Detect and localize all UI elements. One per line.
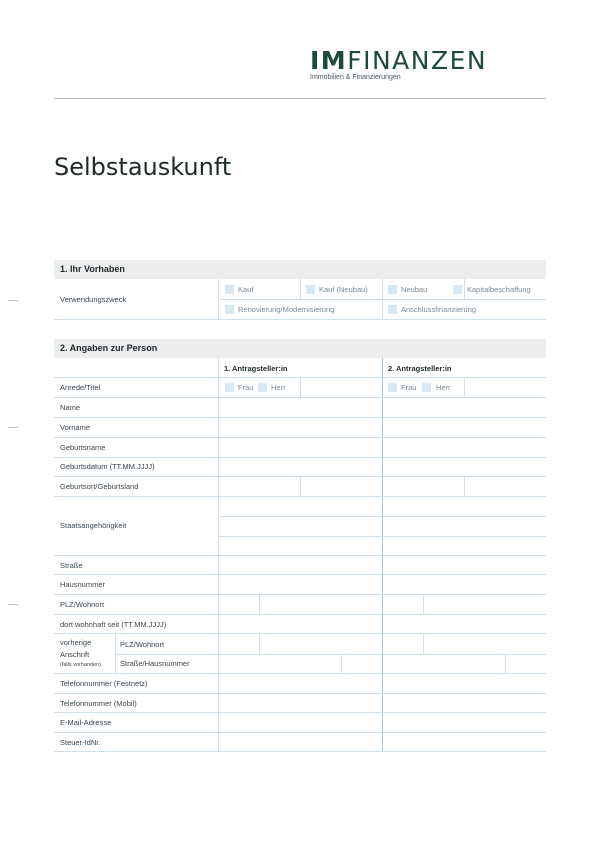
plz-label: PLZ/Wohnort (60, 600, 105, 609)
prev-strasse-label: Straße/Hausnummer (120, 659, 190, 668)
name-label: Name (60, 403, 81, 412)
geburtsort-label: Geburtsort/Geburtsland (60, 482, 139, 491)
kauf-checkbox[interactable] (225, 285, 234, 294)
anschluss-label: Anschlussfinanzierung (401, 305, 477, 314)
steuer-label: Steuer-IdNr. (60, 738, 101, 747)
purpose-divider-3 (382, 279, 383, 320)
frau-label-2: Frau (401, 383, 417, 392)
staatsang-line-1 (218, 516, 546, 517)
steuer-row[interactable] (54, 733, 546, 752)
column-header-row (54, 358, 546, 378)
kauf-neubau-label: Kauf (Neubau) (319, 285, 368, 294)
frau-checkbox-1[interactable] (225, 383, 234, 392)
logo-rest: FINANZEN (347, 46, 488, 75)
anschluss-checkbox[interactable] (388, 305, 397, 314)
kapitalbeschaffung-checkbox[interactable] (453, 285, 462, 294)
logo-bold: IM (310, 46, 348, 75)
prev-strasse-divider-2 (505, 654, 506, 674)
email-label: E-Mail-Adresse (60, 718, 112, 727)
email-row[interactable] (54, 713, 546, 733)
previous-address-label-1: vorherige (60, 638, 92, 647)
strasse-row[interactable] (54, 556, 546, 575)
plz-divider-1 (259, 595, 260, 615)
purpose-divider-4 (464, 279, 465, 299)
geburtsort-divider-1 (300, 477, 301, 497)
title-divider-2 (464, 378, 465, 398)
company-logo (310, 48, 550, 81)
geburtsname-label: Geburtsname (60, 443, 106, 452)
tel-fest-label: Telefonnummer (Festnetz) (60, 679, 148, 688)
vorname-row[interactable] (54, 418, 546, 438)
wohnhaft-seit-label: dort wohnhaft seit (TT.MM.JJJJ) (60, 620, 167, 629)
purpose-divider-2 (300, 279, 301, 299)
hausnummer-row[interactable] (54, 575, 546, 595)
prev-plz-divider-1 (259, 634, 260, 654)
kauf-label: Kauf (238, 285, 254, 294)
prev-plz-label: PLZ/Wohnort (120, 640, 165, 649)
prev-plz-divider-2 (423, 634, 424, 654)
strasse-label: Straße (60, 561, 83, 570)
staatsangehoerigkeit-label: Staatsangehörigkeit (60, 521, 127, 530)
fold-mark-bottom (8, 604, 18, 605)
frau-checkbox-2[interactable] (388, 383, 397, 392)
staatsangehoerigkeit-row[interactable] (54, 497, 546, 556)
kauf-neubau-checkbox[interactable] (306, 285, 315, 294)
purpose-label: Verwendungszweck (60, 295, 127, 304)
previous-address-mid-line (115, 654, 546, 655)
herr-label-2: Herr (436, 383, 451, 392)
herr-checkbox-2[interactable] (422, 383, 431, 392)
plz-divider-2 (423, 595, 424, 615)
staatsang-line-2 (218, 536, 546, 537)
vorname-label: Vorname (60, 423, 91, 432)
frau-label-1: Frau (238, 383, 254, 392)
herr-label-1: Herr (271, 383, 286, 392)
hausnummer-label: Hausnummer (60, 580, 106, 589)
prev-strasse-divider-1 (341, 654, 342, 674)
previous-address-note: (falls vorhanden) (60, 662, 101, 668)
applicant-1-heading: 1. Antragsteller:in (224, 364, 288, 373)
section-2-heading: 2. Angaben zur Person (54, 339, 546, 358)
salutation-label: Anrede/Titel (60, 383, 101, 392)
previous-address-label-2: Anschrift (60, 650, 90, 659)
renovierung-checkbox[interactable] (225, 305, 234, 314)
section-1-heading: 1. Ihr Vorhaben (54, 260, 546, 279)
plz-row[interactable] (54, 595, 546, 615)
fold-mark-middle (8, 427, 18, 428)
logo-tagline: Immobilien & Finanzierungen (310, 74, 401, 81)
herr-checkbox-1[interactable] (258, 383, 267, 392)
geburtsort-divider-2 (464, 477, 465, 497)
geburtsdatum-label: Geburtsdatum (TT.MM.JJJJ) (60, 462, 155, 471)
applicant-2-heading: 2. Antragsteller:in (388, 364, 452, 373)
title-divider-1 (300, 378, 301, 398)
neubau-checkbox[interactable] (388, 285, 397, 294)
header-divider (54, 98, 546, 99)
name-row[interactable] (54, 398, 546, 418)
geburtsname-row[interactable] (54, 438, 546, 458)
kapitalbeschaffung-label: Kapitalbeschaffung (467, 285, 531, 294)
renovierung-label: Renovierung/Modernisierung (238, 305, 335, 314)
fold-mark-top (8, 300, 18, 301)
tel-mobil-label: Telefonnummer (Mobil) (60, 699, 137, 708)
neubau-label: Neubau (401, 285, 428, 294)
page-title: Selbstauskunft (54, 153, 232, 181)
